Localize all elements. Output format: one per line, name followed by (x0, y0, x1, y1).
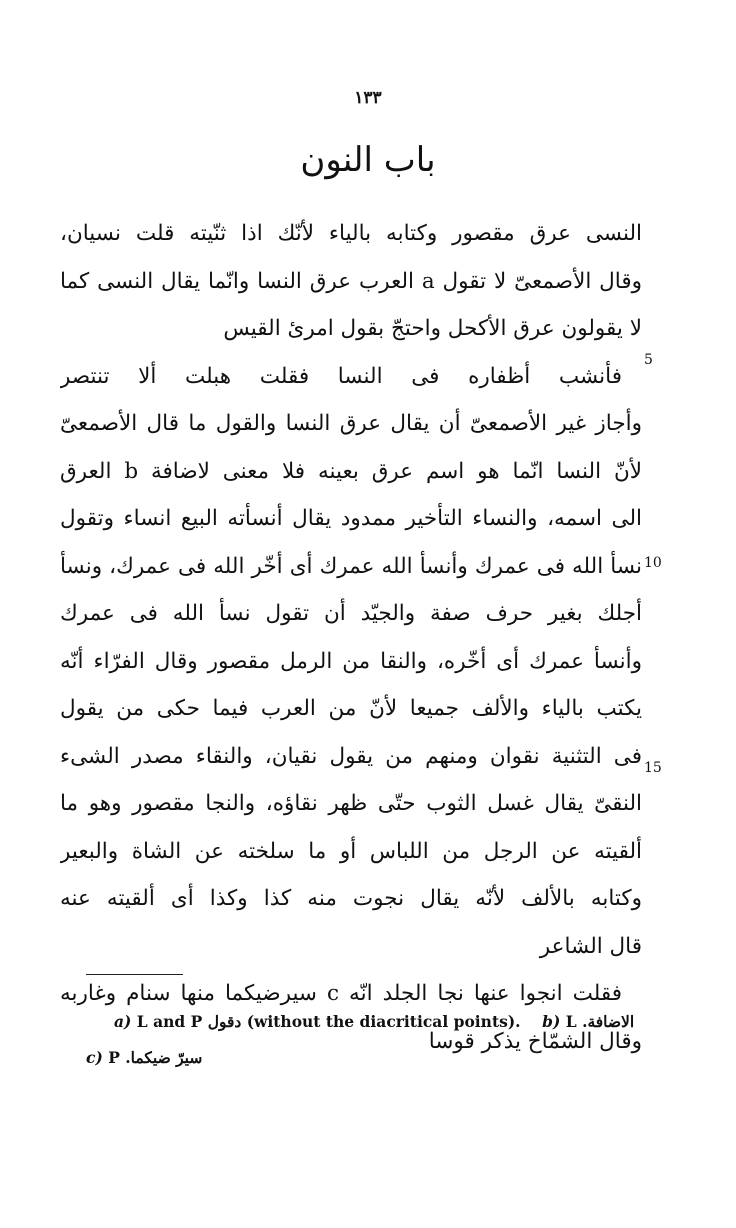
footnote-c-sources: P (108, 1048, 120, 1067)
text-line: نسأ الله فى عمرك وأنسأ الله عمرك أى أخّر الله فى عمرك، ونسأ (60, 553, 642, 579)
text-line: النسى عرق مقصور وكتابه بالياء لأنّك اذا ثنّيته قلت نسيان، (60, 221, 642, 246)
line-number: 10 (644, 555, 662, 571)
footnote-b-arabic: الاضافة. (582, 1012, 635, 1031)
footnote-c (86, 1048, 202, 1067)
footnote-marker-c: c) (86, 1048, 103, 1067)
footnote-separator (86, 974, 183, 975)
footnote-a-b (114, 1012, 634, 1031)
line-number: 15 (644, 760, 662, 776)
text-line: لا يقولون عرق الأكحل واحتجّ بقول امرئ القيس (223, 316, 642, 341)
verse-line: فقلت انجوا عنها نجا الجلد انّه c سيرضيكما منها سنام وغاربه (60, 981, 622, 1006)
text-line: يكتب بالياء والألف جميعا لأنّ من العرب فيما حكى من يقول (60, 696, 642, 721)
text-line: ألقيته عن الرجل من اللباس أو ما سلخته عن الشاة والبعير (60, 838, 642, 864)
text-line: لأنّ النسا انّما هو اسم عرق بعينه فلا معنى لاضافة b العرق (60, 458, 642, 484)
footnote-c-arabic: سيرّ ضيكما. (125, 1048, 203, 1067)
main-text (60, 210, 642, 1065)
text-line: أجلك بغير حرف صفة والجيّد أن تقول نسأ الله فى عمرك (60, 601, 642, 626)
footnote-a-arabic: دقول (207, 1012, 242, 1031)
text-line: قال الشاعر (539, 933, 642, 959)
text-line: وقال الشمّاخ يذكر قوسا (428, 1028, 642, 1054)
text-line: فى التثنية نقوان ومنهم من يقول نقيان، والنقاء مصدر الشىء (60, 743, 642, 769)
text-line: وكتابه بالألف لأنّه يقال نجوت منه كذا وكذا أى ألقيته عنه (60, 886, 642, 911)
footnote-b-sources: L (565, 1012, 577, 1031)
chapter-title: باب النون (300, 140, 436, 180)
text-line: وأنسأ عمرك أى أخّره، والنقا من الرمل مقصور وقال الفرّاء أنّه (60, 648, 642, 674)
text-line: النقىّ يقال غسل الثوب حتّى ظهر نقاؤه، والنجا مقصور وهو ما (60, 791, 642, 816)
text-line: وأجاز غير الأصمعىّ أن يقال عرق النسا والقول ما قال الأصمعىّ (60, 411, 642, 436)
footnote-marker-a: a) (114, 1012, 132, 1031)
verse-line: فأنشب أظفاره فى النسا فقلت هبلت ألا تنتصر (60, 363, 622, 389)
text-line: الى اسمه، والنساء التأخير ممدود يقال أنسأته البيع انساء وتقول (60, 506, 642, 531)
text-line: وقال الأصمعىّ لا تقول a العرب عرق النسا وانّما يقال النسى كما (60, 268, 642, 294)
footnote-a-note: (without the diacritical points). (246, 1012, 521, 1031)
footnote-a-sources: L and P (136, 1012, 203, 1031)
footnote-marker-b: b) (542, 1012, 561, 1031)
page-number: ١٣٣ (354, 88, 382, 108)
line-number: 5 (644, 352, 653, 368)
